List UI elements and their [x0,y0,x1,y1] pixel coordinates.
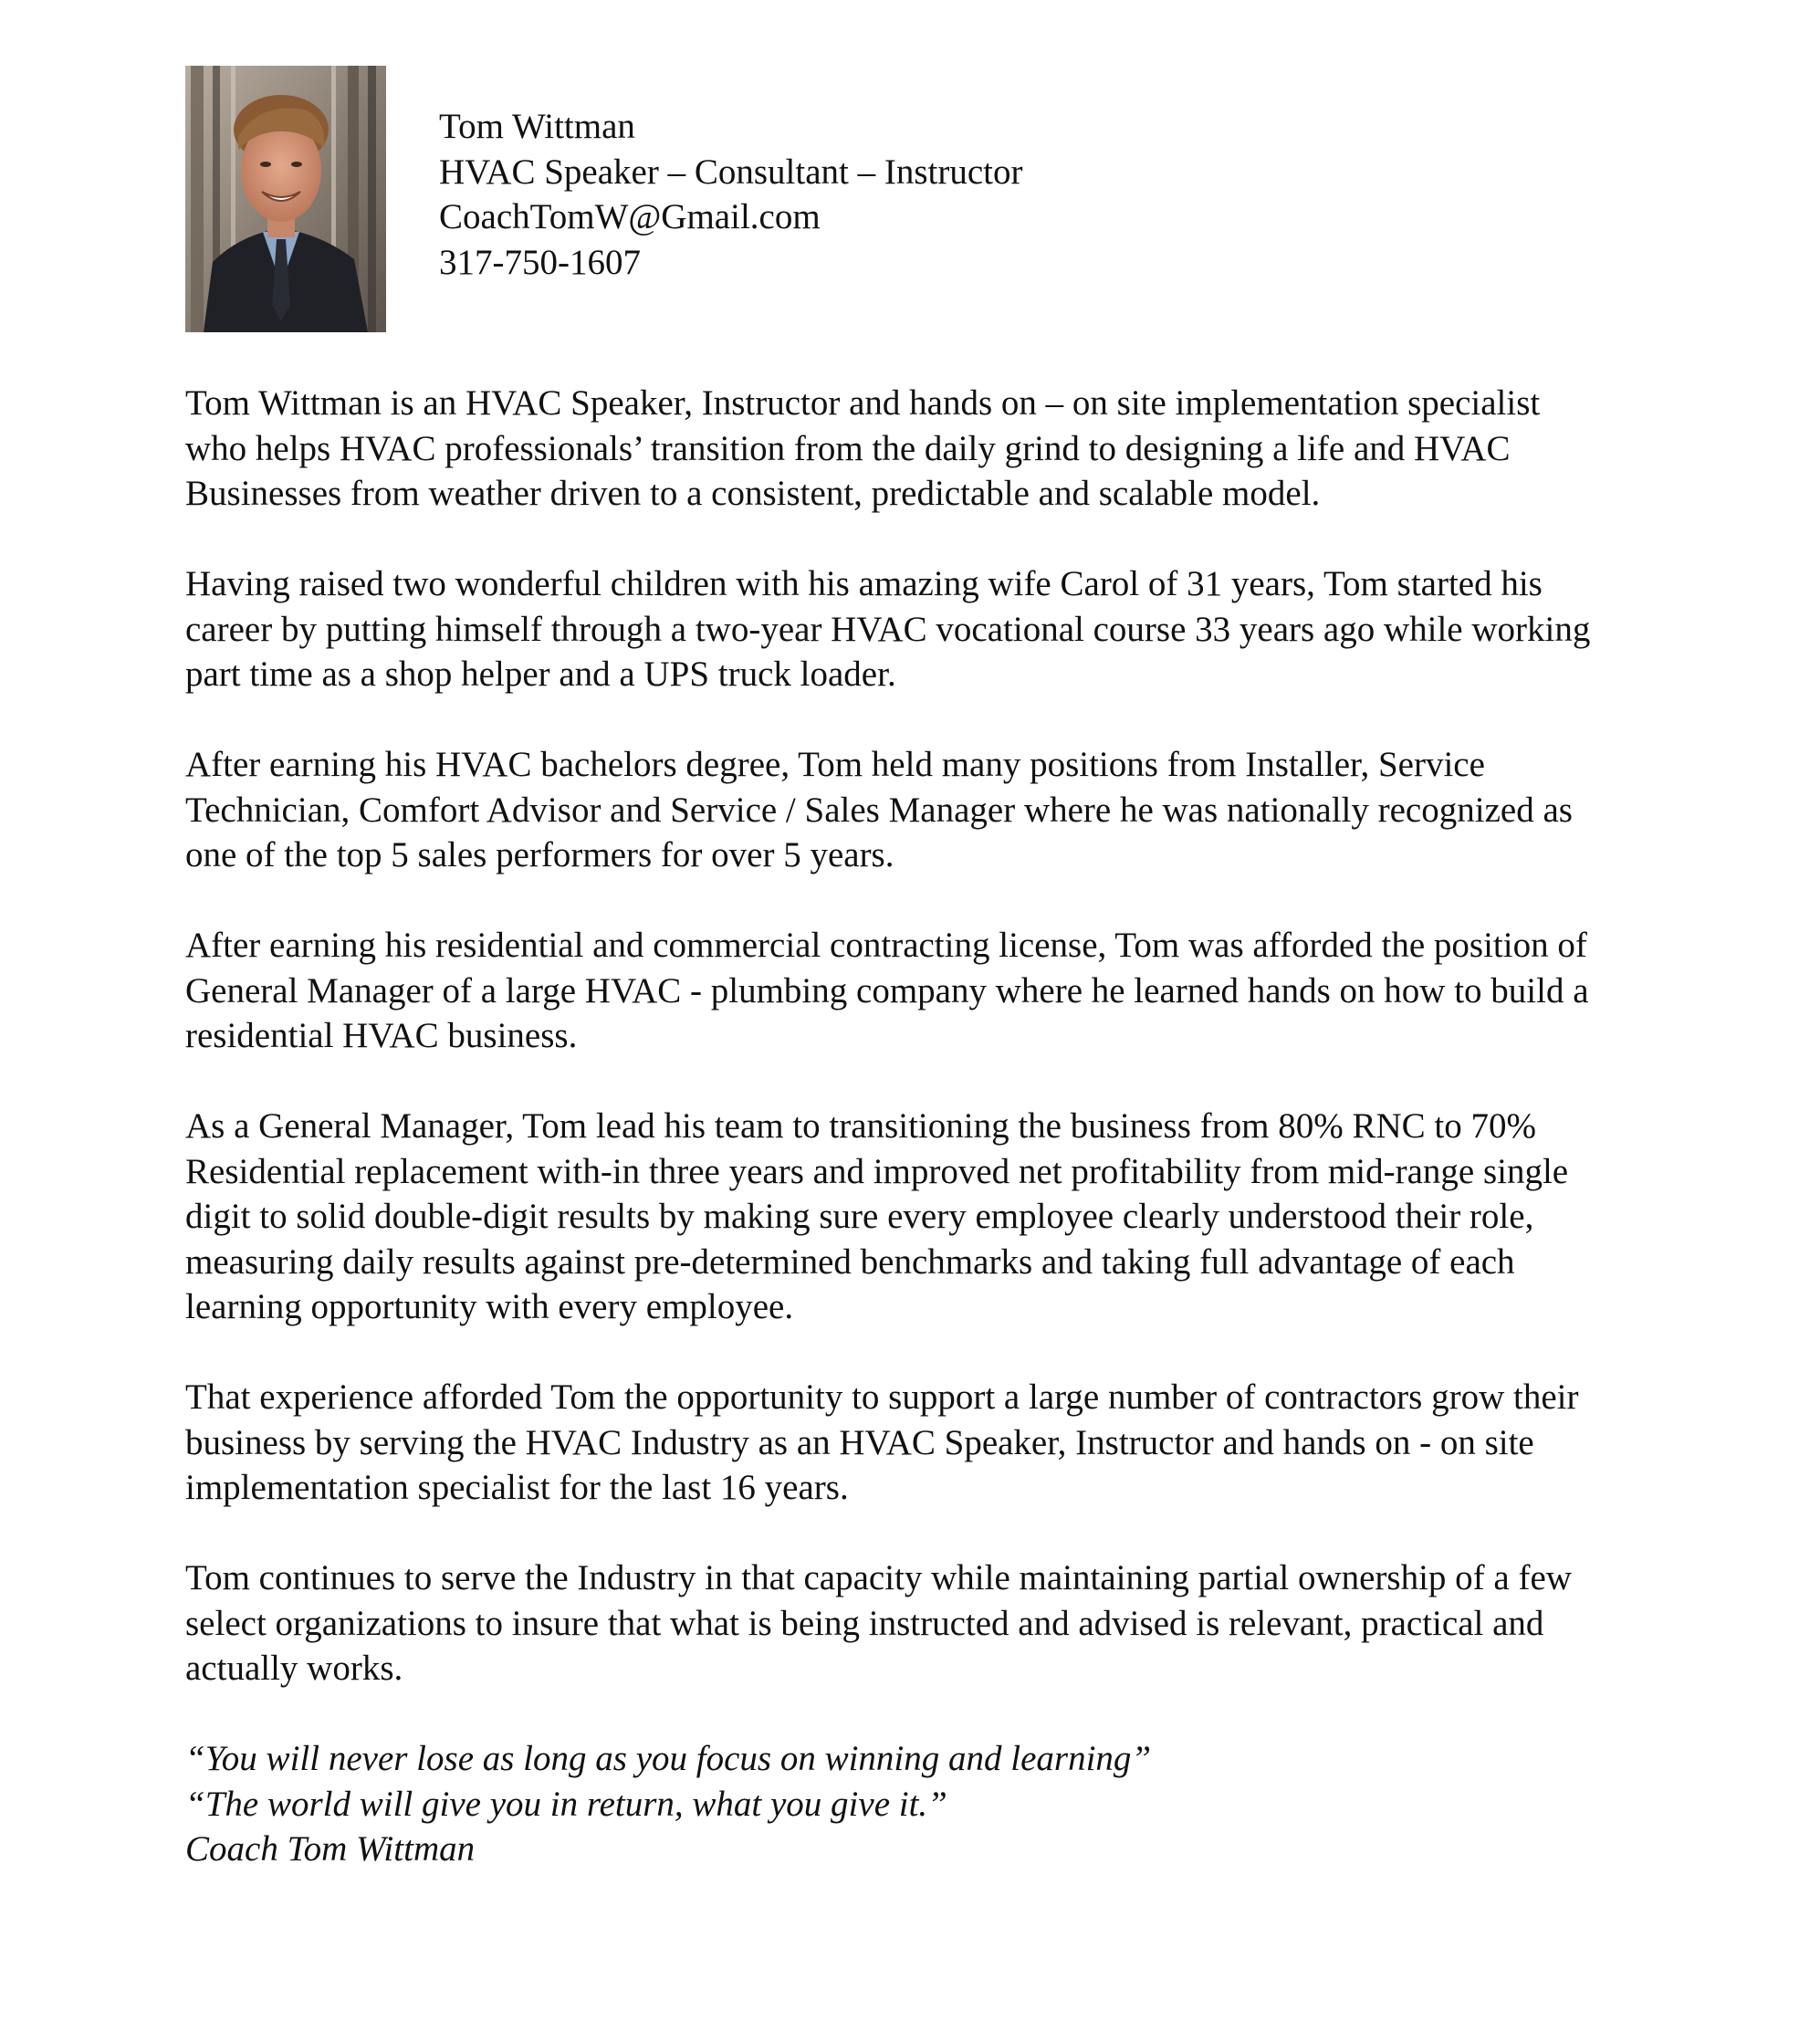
person-title: HVAC Speaker – Consultant – Instructor [439,152,1023,192]
contact-block [439,104,1022,285]
email-address[interactable]: CoachTomW@Gmail.com [439,197,821,236]
portrait-photo [185,66,386,332]
paragraph-intro: Tom Wittman is an HVAC Speaker, Instructor and hands on – on site implementation specialist who helps HVAC professionals’ transition from the daily grind to designing a life and HVAC Businesses from weather driven to a consistent, predictable and scalable model. [185,383,1541,513]
person-name: Tom Wittman [439,107,635,146]
paragraph-general-manager: After earning his residential and commercial contracting license, Tom was afforded the position of General Manager of a large HVAC - plumbing company where he learned hands on how to build a residential HVAC business. [185,926,1589,1055]
quote-one: “You will never lose as long as you focus on winning and learning” [185,1739,1152,1778]
paragraph-positions: After earning his HVAC bachelors degree, Tom held many positions from Installer, Service Technician, Comfort Advisor and Service / Sales Manager where he was nationally recognized as one of the top 5 sales performers for over 5 years. [185,745,1573,874]
quote-two: “The world will give you in return, what you give it.” [185,1784,947,1824]
bio-body [185,381,1609,1872]
bio-header [185,66,1646,340]
signature: Coach Tom Wittman [185,1829,476,1869]
paragraph-results: As a General Manager, Tom lead his team to transitioning the business from 80% RNC to 70% Residential replacement with-in three years and improved net profitability from mid-range single digit to solid double-digit results by making sure every employee clearly understood their role, measuring daily results against pre-determined benchmarks and taking full advantage of each learning opportunity with every employee. [185,1106,1569,1326]
paragraph-experience: That experience afforded Tom the opportunity to support a large number of contractors grow their business by serving the HVAC Industry as an HVAC Speaker, Instructor and hands on - on site implementation specialist for the last 16 years. [185,1377,1579,1507]
paragraph-continues: Tom continues to serve the Industry in that capacity while maintaining partial ownership of a few select organizations to insure that what is being instructed and advised is relevant, practical and actually works. [185,1558,1572,1688]
paragraph-family-career-start: Having raised two wonderful children with his amazing wife Carol of 31 years, Tom started his career by putting himself through a two-year HVAC vocational course 33 years ago while working part time as a shop helper and a UPS truck loader. [185,564,1591,694]
phone-number[interactable]: 317-750-1607 [439,242,641,282]
quotes-block [185,1736,1609,1872]
